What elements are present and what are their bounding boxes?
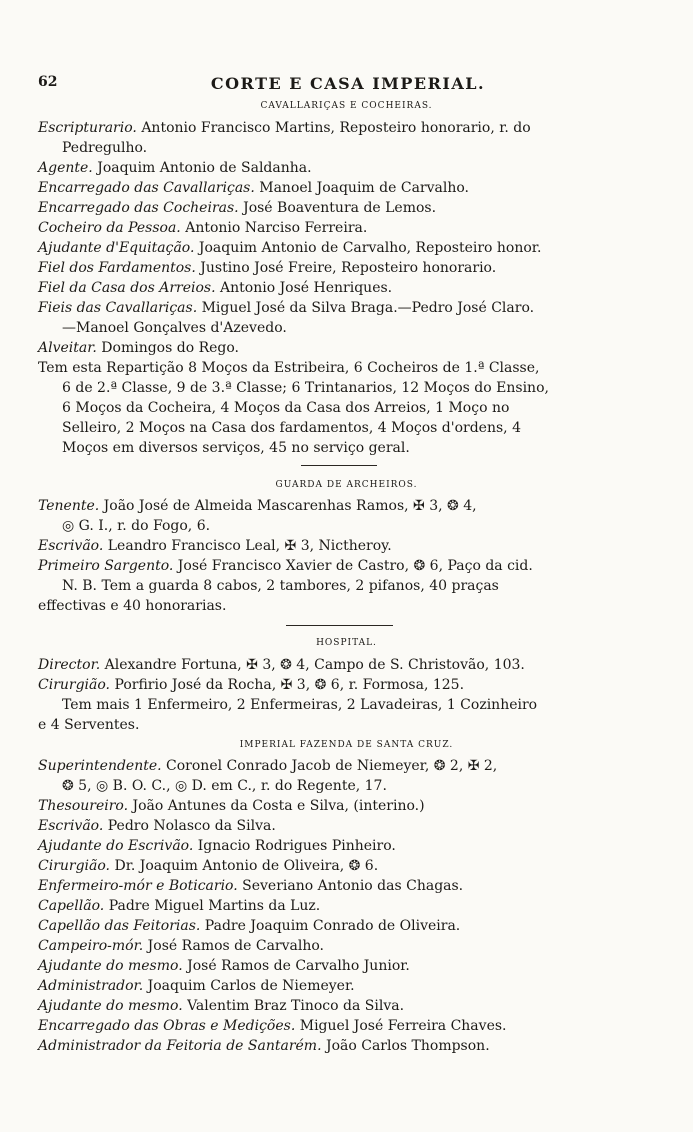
entry-line: [38, 179, 663, 198]
entry-line: [38, 877, 663, 896]
entry-line: [38, 997, 663, 1016]
entry-line: [38, 199, 663, 218]
entry-text: José Ramos de Carvalho Junior.: [182, 958, 410, 974]
note-line: Moços em diversos serviços, 45 no serviço geral.: [62, 440, 410, 456]
entry-label: Agente.: [38, 160, 93, 176]
entry-label: Cirurgião.: [38, 858, 111, 874]
note-line: Selleiro, 2 Moços na Casa dos fardamentos, 4 Moços d'ordens, 4: [62, 420, 521, 436]
entry-line: [38, 897, 663, 916]
entry-text: Joaquim Antonio de Carvalho, Reposteiro honor.: [194, 240, 542, 256]
running-title: CORTE E CASA IMPERIAL.: [210, 74, 486, 93]
note-line: 6 Moços da Cocheira, 4 Moços da Casa dos Arreios, 1 Moço no: [62, 400, 510, 416]
entry-label: Ajudante do Escrivão.: [38, 838, 194, 854]
entry-label: Ajudante do mesmo.: [38, 998, 183, 1014]
entry-line: [38, 517, 663, 536]
note-line: effectivas e 40 honorarias.: [38, 598, 227, 614]
entry-text: Pedregulho.: [62, 140, 148, 156]
entry-line: [38, 159, 663, 178]
note-line: e 4 Serventes.: [38, 717, 140, 733]
entry-label: Primeiro Sargento.: [38, 558, 174, 574]
section-title-hospital: HOSPITAL.: [316, 638, 377, 648]
entry-line: [38, 656, 663, 675]
divider: [301, 465, 377, 466]
entry-label: Thesoureiro.: [38, 798, 129, 814]
entry-label: Enfermeiro-mór e Boticario.: [38, 878, 238, 894]
entry-label: Tenente.: [38, 498, 100, 514]
entry-line: [38, 917, 663, 936]
section-title-fazenda: IMPERIAL FAZENDA DE SANTA CRUZ.: [239, 740, 454, 750]
entry-label: Encarregado das Obras e Medições.: [38, 1018, 296, 1034]
entry-line: [38, 957, 663, 976]
entry-label: Escrivão.: [38, 818, 104, 834]
entry-text: Joaquim Carlos de Niemeyer.: [143, 978, 355, 994]
entry-text: Pedro Nolasco da Silva.: [103, 818, 276, 834]
entry-label: Fieis das Cavallariças.: [38, 300, 198, 316]
entry-text: Ignacio Rodrigues Pinheiro.: [193, 838, 396, 854]
note-line: Tem esta Repartição 8 Moços da Estribeira, 6 Cocheiros de 1.ª Classe,: [38, 360, 540, 376]
entry-label: Superintendente.: [38, 758, 162, 774]
entry-text: ◎ G. I., r. do Fogo, 6.: [62, 518, 211, 534]
entry-line: [38, 119, 663, 138]
entry-label: Encarregado das Cavallariças.: [38, 180, 255, 196]
entry-line: [38, 1017, 663, 1036]
entry-text: Padre Miguel Martins da Luz.: [104, 898, 321, 914]
entry-label: Capellão das Feitorias.: [38, 918, 201, 934]
entry-line: [38, 837, 663, 856]
entry-label: Director.: [38, 657, 101, 673]
entry-line: [38, 777, 663, 796]
entry-label: Fiel dos Fardamentos.: [38, 260, 196, 276]
entry-label: Escrivão.: [38, 538, 104, 554]
note-line: 6 de 2.ª Classe, 9 de 3.ª Classe; 6 Trintanarios, 12 Moços do Ensino,: [62, 380, 549, 396]
entry-text: José Ramos de Carvalho.: [143, 938, 325, 954]
page-number: 62: [38, 74, 58, 90]
entry-label: Campeiro-mór.: [38, 938, 144, 954]
entry-text: Joaquim Antonio de Saldanha.: [92, 160, 312, 176]
entry-line: [38, 797, 663, 816]
entry-text: Dr. Joaquim Antonio de Oliveira, ❂ 6.: [110, 858, 379, 874]
entry-text: Antonio Narciso Ferreira.: [180, 220, 368, 236]
note-line: Tem mais 1 Enfermeiro, 2 Enfermeiras, 2 Lavadeiras, 1 Cozinheiro: [62, 697, 538, 713]
entry-line: [38, 139, 663, 158]
entry-label: Fiel da Casa dos Arreios.: [38, 280, 216, 296]
entry-line: [38, 817, 663, 836]
entry-text: Manoel Joaquim de Carvalho.: [254, 180, 469, 196]
entry-text: João Carlos Thompson.: [321, 1038, 490, 1054]
divider: [286, 625, 393, 626]
entry-text: ❂ 5, ◎ B. O. C., ◎ D. em C., r. do Regente, 17.: [62, 778, 387, 794]
section-title-cavallaricas: CAVALLARIÇAS E COCHEIRAS.: [260, 101, 433, 111]
entry-text: Alexandre Fortuna, ✠ 3, ❂ 4, Campo de S. Christovão, 103.: [100, 657, 525, 673]
entry-text: João Antunes da Costa e Silva, (interino.): [128, 798, 425, 814]
entry-line: [38, 937, 663, 956]
section-title-guarda: GUARDA DE ARCHEIROS.: [275, 480, 418, 490]
entry-line: [38, 219, 663, 238]
entry-text: João José de Almeida Mascarenhas Ramos, ✠ 3, ❂ 4,: [99, 498, 477, 514]
entry-label: Escripturario.: [38, 120, 137, 136]
entry-text: Severiano Antonio das Chagas.: [237, 878, 464, 894]
entry-text: Domingos do Rego.: [96, 340, 240, 356]
entry-label: Encarregado das Cocheiras.: [38, 200, 239, 216]
entry-text: Justino José Freire, Reposteiro honorario.: [195, 260, 497, 276]
entry-label: Ajudante do mesmo.: [38, 958, 183, 974]
entry-text: Leandro Francisco Leal, ✠ 3, Nictheroy.: [103, 538, 392, 554]
entry-line: [38, 557, 663, 576]
entry-text: Antonio José Henriques.: [215, 280, 393, 296]
entry-line: [38, 279, 663, 298]
entry-text: —Manoel Gonçalves d'Azevedo.: [62, 320, 287, 336]
entry-line: [38, 977, 663, 996]
entry-line: [38, 676, 663, 695]
entry-line: [38, 1037, 663, 1056]
entry-label: Administrador.: [38, 978, 144, 994]
entry-line: [38, 757, 663, 776]
entry-text: Miguel José da Silva Braga.—Pedro José Claro.: [197, 300, 535, 316]
entry-label: Cocheiro da Pessoa.: [38, 220, 181, 236]
entry-text: José Francisco Xavier de Castro, ❂ 6, Paço da cid.: [173, 558, 533, 574]
entry-line: [38, 537, 663, 556]
entry-label: Ajudante d'Equitação.: [38, 240, 195, 256]
entry-line: [38, 239, 663, 258]
entry-text: Porfirio José da Rocha, ✠ 3, ❂ 6, r. Formosa, 125.: [110, 677, 465, 693]
entry-text: Padre Joaquim Conrado de Oliveira.: [200, 918, 461, 934]
entry-line: [38, 497, 663, 516]
entry-line: [38, 339, 663, 358]
entry-text: Antonio Francisco Martins, Reposteiro honorario, r. do: [136, 120, 531, 136]
entry-line: [38, 259, 663, 278]
entry-text: Coronel Conrado Jacob de Niemeyer, ❂ 2, ✠ 2,: [161, 758, 498, 774]
entry-label: Alveitar.: [38, 340, 97, 356]
entry-text: José Boaventura de Lemos.: [238, 200, 437, 216]
entry-line: [38, 299, 663, 318]
entry-text: Miguel José Ferreira Chaves.: [295, 1018, 507, 1034]
entry-label: Capellão.: [38, 898, 105, 914]
page-header: [38, 74, 658, 98]
entry-text: Valentim Braz Tinoco da Silva.: [182, 998, 405, 1014]
entry-label: Administrador da Feitoria de Santarém.: [38, 1038, 322, 1054]
entry-line: [38, 319, 663, 338]
entry-line: [38, 857, 663, 876]
note-line: N. B. Tem a guarda 8 cabos, 2 tambores, 2 pifanos, 40 praças: [62, 578, 499, 594]
entry-label: Cirurgião.: [38, 677, 111, 693]
